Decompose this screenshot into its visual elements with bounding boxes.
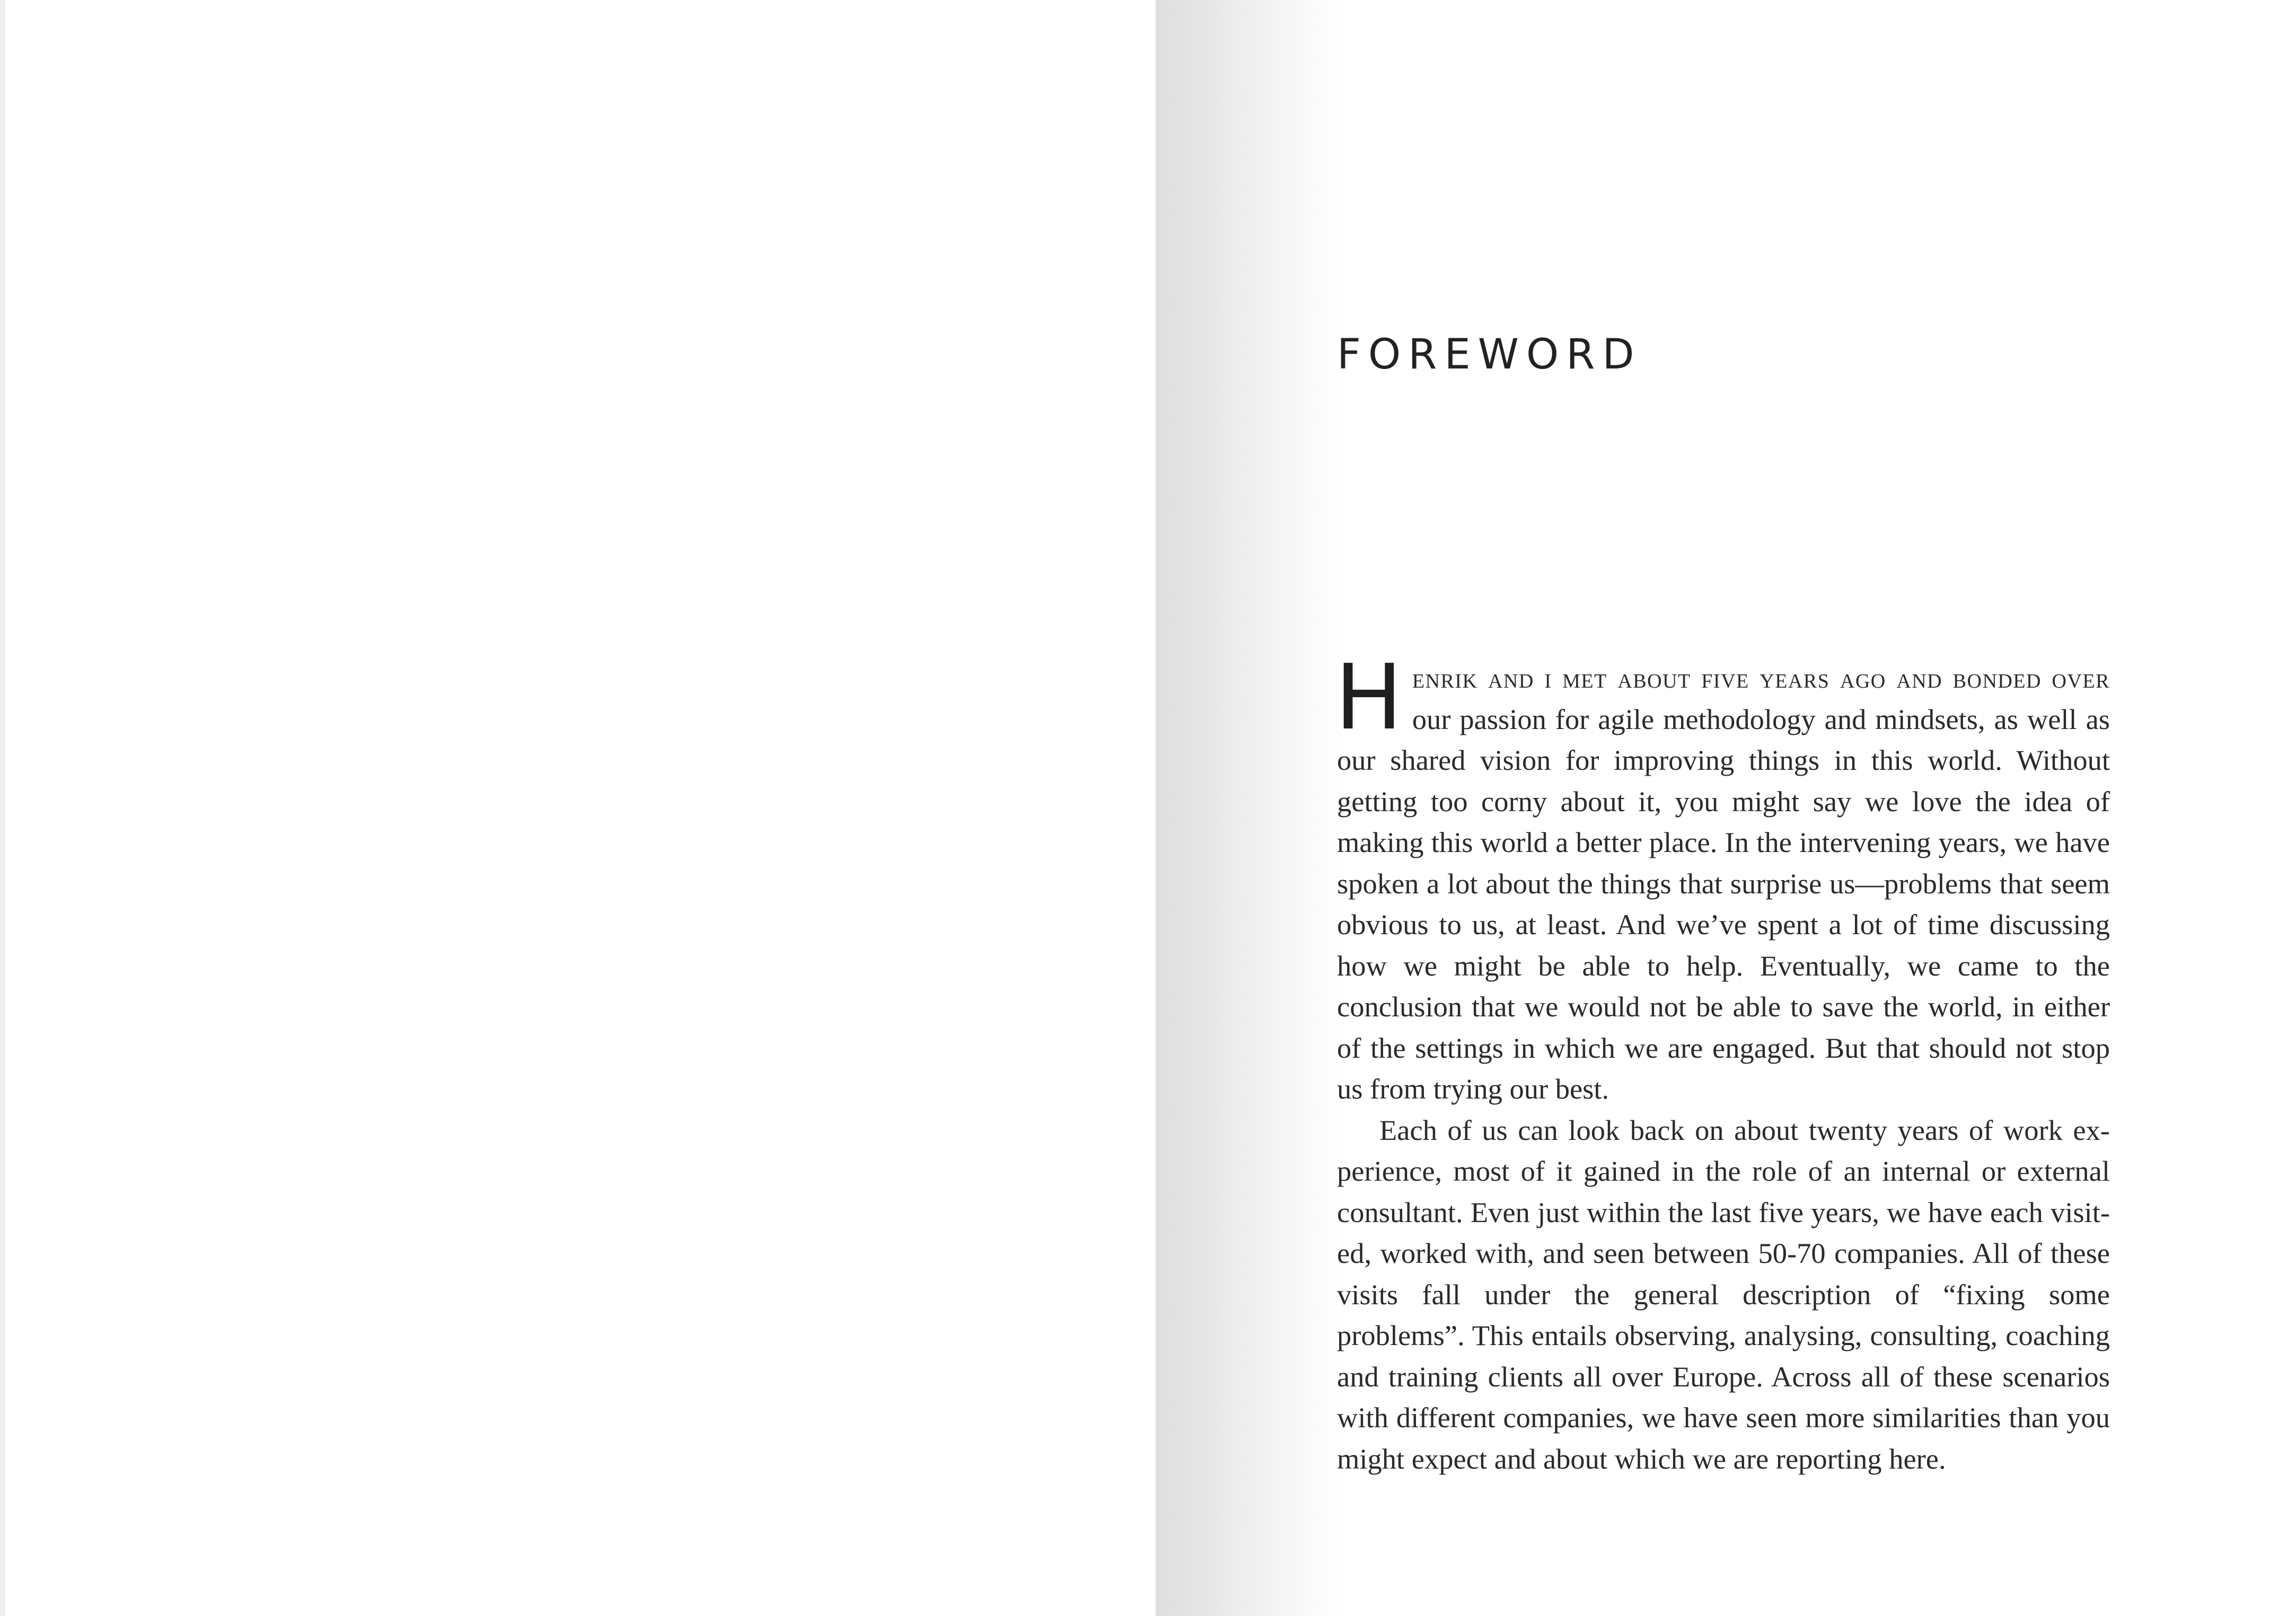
lead-in-smallcaps: enrik and i met about five years ago and bonded over <box>1412 662 2110 694</box>
drop-cap: H <box>1335 645 1403 750</box>
chapter-heading: FOREWORD <box>1337 331 1642 379</box>
page-edge <box>0 0 5 1616</box>
paragraph-1-text: our passion for agile methodology and mindsets, as well as our shared vision for improving things in this world. Without getting too corny about it, you might say we love the idea of making this world a better place. In the intervening years, we have spoken a lot about the things that surprise us—problems that seem obvious to us, at least. And we’ve spent a lot of time discussing how we might be able to help. Eventually, we came to the conclusion that we would not be able to save the world, in either of the settings in which we are engaged. But that should not stop us from trying our best. <box>1337 702 2110 1105</box>
foreword-body <box>1335 645 2110 1479</box>
left-page-blank <box>5 0 1156 1616</box>
paragraph-2: Each of us can look back on about twenty years of work experience, most of it gained in the role of an internal or external consultant. Even just within the last five years, we have each visited, worked with, and seen between 50-70 companies. All of these visits fall under the general description of “fixing some problems”. This entails observing, analysing, consulting, coaching and training clients all over Europe. Across all of these scenarios with different companies, we have seen more similarities than you might expect and about which we are reporting here. <box>1337 1113 2110 1475</box>
paragraph-1 <box>1335 645 2110 1110</box>
